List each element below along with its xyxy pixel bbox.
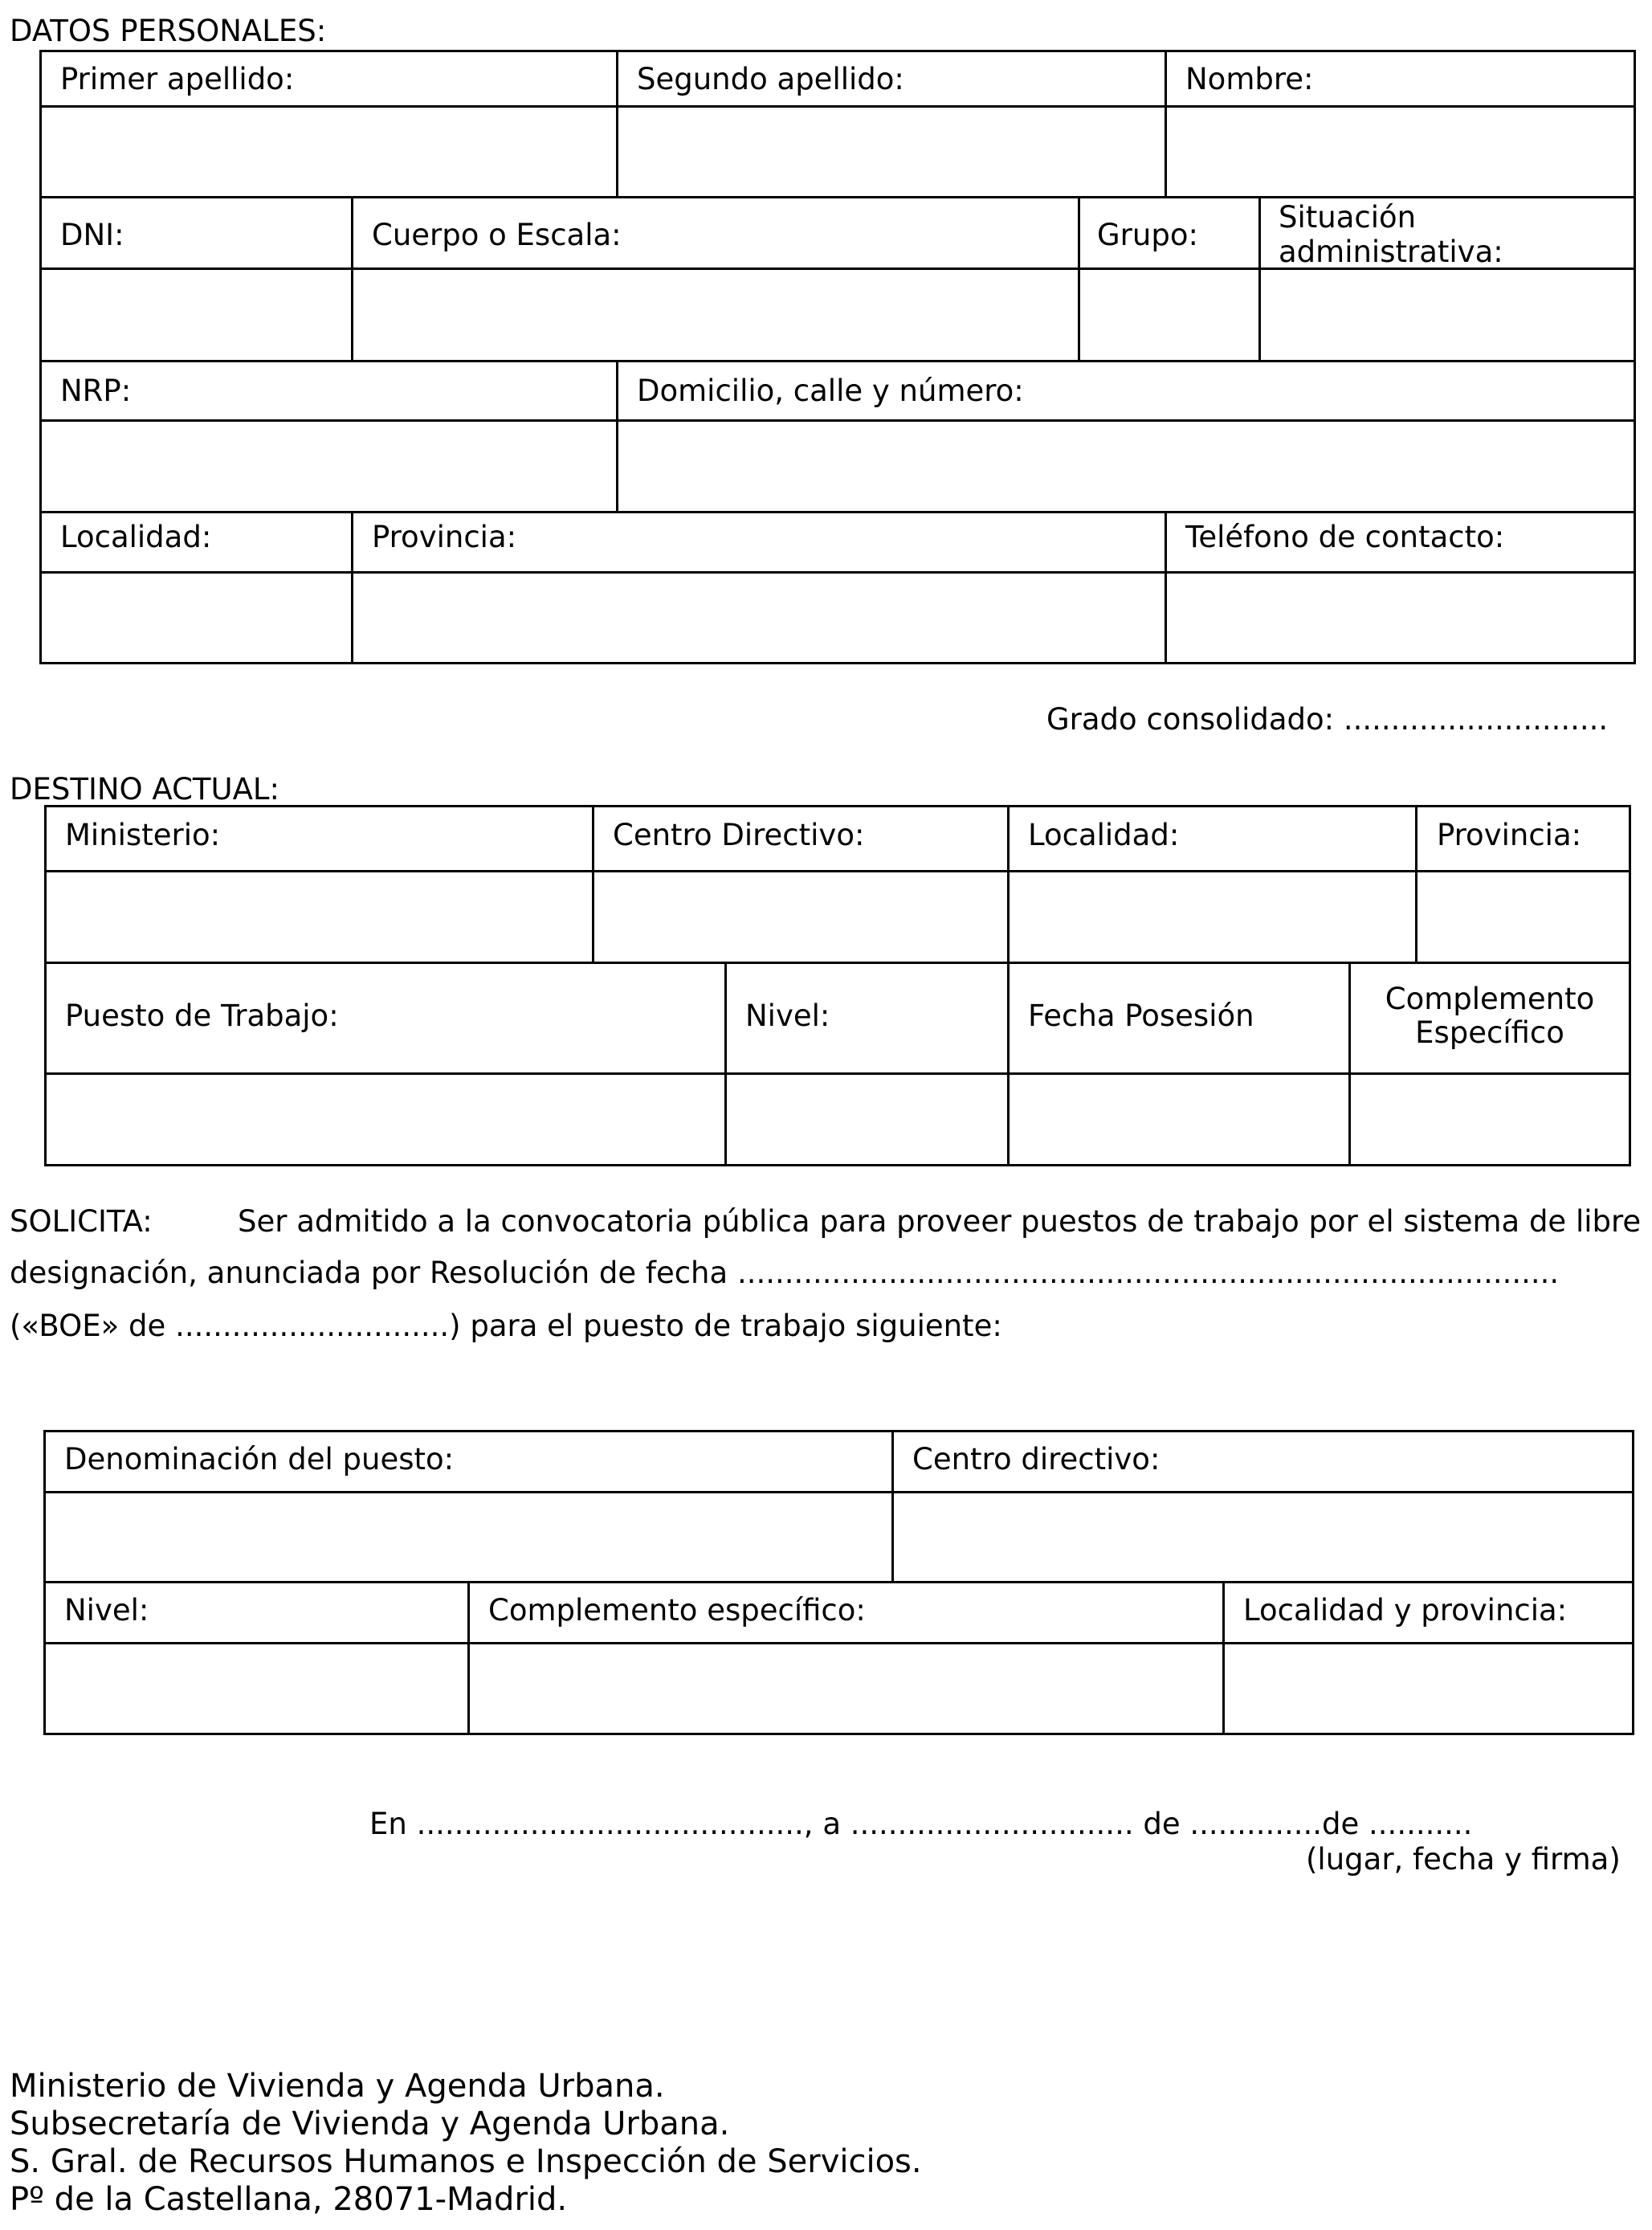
situacion-field[interactable] (1261, 270, 1634, 358)
puesto-trabajo-field[interactable] (47, 1075, 723, 1164)
ministerio-field[interactable] (47, 872, 590, 960)
label-grupo: Grupo: (1097, 218, 1198, 252)
firma-caption: (lugar, fecha y firma) (1306, 1842, 1621, 1877)
label-fecha-posesion: Fecha Posesión (1028, 999, 1254, 1033)
label-puesto-centro: Centro directivo: (912, 1442, 1160, 1476)
solicita-line-2: designación, anunciada por Resolución de fecha ....................................................................................... (10, 1256, 1560, 1290)
label-provincia: Provincia: (372, 520, 517, 554)
centro-directivo-field[interactable] (594, 872, 1005, 960)
label-puesto-localidad: Localidad y provincia: (1243, 1593, 1568, 1628)
label-nombre: Nombre: (1185, 62, 1314, 96)
label-nrp: NRP: (60, 374, 132, 408)
puesto-localidad-field[interactable] (1225, 1644, 1632, 1733)
solicita-line-1: Ser admitido a la convocatoria pública para proveer puestos de trabajo por el sistema de libre (238, 1204, 1642, 1239)
destino-provincia-field[interactable] (1417, 872, 1629, 960)
localidad-field[interactable] (42, 574, 349, 662)
firma-line: En ........................................., a .............................. de ..............de ........... (369, 1807, 1473, 1841)
nombre-field[interactable] (1167, 108, 1634, 194)
label-puesto-trabajo: Puesto de Trabajo: (65, 999, 339, 1033)
label-primer-apellido: Primer apellido: (60, 62, 295, 96)
cuerpo-escala-field[interactable] (353, 270, 1076, 358)
puesto-complemento-field[interactable] (470, 1644, 1221, 1733)
label-destino-provincia: Provincia: (1437, 818, 1582, 852)
nrp-field[interactable] (42, 422, 614, 509)
dni-field[interactable] (42, 270, 349, 358)
solicita-line-3: («BOE» de .............................) para el puesto de trabajo siguiente: (10, 1309, 1002, 1343)
puesto-centro-field[interactable] (894, 1493, 1632, 1579)
label-centro-directivo: Centro Directivo: (613, 818, 865, 852)
section-heading-destino: DESTINO ACTUAL: (10, 772, 279, 807)
label-destino-localidad: Localidad: (1028, 818, 1180, 852)
domicilio-field[interactable] (618, 422, 1634, 509)
label-telefono: Teléfono de contacto: (1185, 520, 1505, 554)
label-situacion-2: administrativa: (1279, 235, 1503, 269)
label-cuerpo-escala: Cuerpo o Escala: (372, 218, 622, 252)
puesto-nivel-field[interactable] (46, 1644, 466, 1733)
footer-ministerio: Ministerio de Vivienda y Agenda Urbana. (10, 2068, 665, 2105)
footer-subdireccion: S. Gral. de Recursos Humanos e Inspección de Servicios. (10, 2143, 922, 2180)
section-heading-personal: DATOS PERSONALES: (10, 14, 327, 48)
segundo-apellido-field[interactable] (618, 108, 1163, 194)
primer-apellido-field[interactable] (42, 108, 614, 194)
grado-consolidado: Grado consolidado: ............................ (1046, 702, 1609, 737)
label-complemento-2: Específico (1415, 1015, 1564, 1050)
destino-nivel-field[interactable] (727, 1075, 1005, 1164)
destino-localidad-field[interactable] (1010, 872, 1413, 960)
complemento-especifico-field[interactable] (1351, 1075, 1629, 1164)
label-denominacion: Denominación del puesto: (64, 1442, 455, 1476)
footer-subsecretaria: Subsecretaría de Vivienda y Agenda Urbana. (10, 2105, 730, 2142)
solicita-label: SOLICITA: (10, 1204, 153, 1239)
telefono-field[interactable] (1167, 574, 1634, 662)
label-destino-nivel: Nivel: (745, 999, 830, 1033)
label-ministerio: Ministerio: (65, 818, 221, 852)
fecha-posesion-field[interactable] (1010, 1075, 1347, 1164)
label-puesto-complemento: Complemento específico: (488, 1593, 866, 1628)
grupo-field[interactable] (1080, 270, 1257, 358)
footer-address: Pº de la Castellana, 28071-Madrid. (10, 2181, 568, 2218)
label-localidad: Localidad: (60, 520, 212, 554)
label-complemento-1: Complemento (1385, 982, 1595, 1016)
label-segundo-apellido: Segundo apellido: (637, 62, 904, 96)
label-situacion-1: Situación (1279, 200, 1417, 235)
provincia-field[interactable] (353, 574, 1163, 662)
label-puesto-nivel: Nivel: (64, 1593, 149, 1628)
denominacion-field[interactable] (46, 1493, 890, 1579)
label-domicilio: Domicilio, calle y número: (637, 374, 1024, 408)
label-dni: DNI: (60, 218, 124, 252)
